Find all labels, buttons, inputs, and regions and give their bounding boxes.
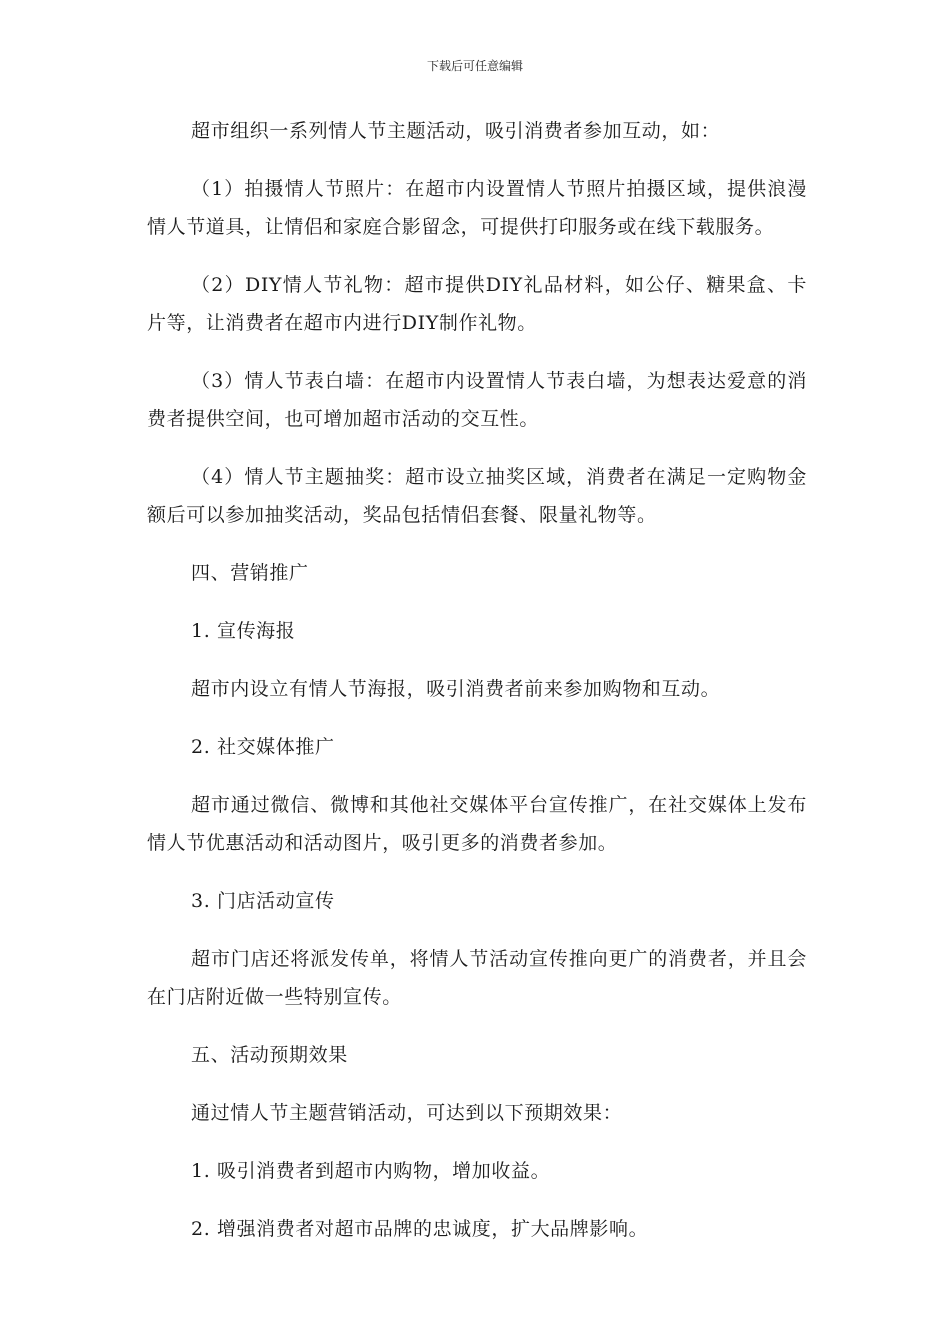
subheading-store-promo: 3. 门店活动宣传 bbox=[191, 890, 335, 912]
paragraph-activity-wall: （3）情人节表白墙：在超市内设置情人节表白墙，为想表达爱意的消费者提供空间，也可增加超市活动的交互性。 bbox=[147, 370, 807, 430]
subheading-poster: 1. 宣传海报 bbox=[191, 620, 296, 642]
paragraph-social-media: 超市通过微信、微博和其他社交媒体平台宣传推广，在社交媒体上发布情人节优惠活动和活动图片，吸引更多的消费者参加。 bbox=[147, 794, 807, 854]
paragraph-store-promo: 超市门店还将派发传单，将情人节活动宣传推向更广的消费者，并且会在门店附近做一些特别宣传。 bbox=[147, 948, 807, 1008]
subheading-social-media: 2. 社交媒体推广 bbox=[191, 736, 335, 758]
document-body bbox=[147, 112, 807, 1268]
page-header-note: 下载后可任意编辑 bbox=[426, 59, 523, 73]
paragraph-activity-photo: （1）拍摄情人节照片：在超市内设置情人节照片拍摄区域，提供浪漫情人节道具，让情侣和家庭合影留念，可提供打印服务或在线下载服务。 bbox=[147, 178, 807, 238]
paragraph-poster: 超市内设立有情人节海报，吸引消费者前来参加购物和互动。 bbox=[191, 678, 721, 700]
list-item-effect-1: 1. 吸引消费者到超市内购物，增加收益。 bbox=[191, 1160, 551, 1182]
paragraph-intro: 超市组织一系列情人节主题活动，吸引消费者参加互动，如： bbox=[191, 120, 721, 142]
section-heading-marketing: 四、营销推广 bbox=[191, 562, 309, 584]
paragraph-activity-diy: （2）DIY情人节礼物：超市提供DIY礼品材料，如公仔、糖果盒、卡片等，让消费者在超市内进行DIY制作礼物。 bbox=[147, 274, 807, 334]
paragraph-effects-intro: 通过情人节主题营销活动，可达到以下预期效果： bbox=[191, 1102, 623, 1124]
paragraph-activity-lottery: （4）情人节主题抽奖：超市设立抽奖区域，消费者在满足一定购物金额后可以参加抽奖活动，奖品包括情侣套餐、限量礼物等。 bbox=[147, 466, 807, 526]
section-heading-effects: 五、活动预期效果 bbox=[191, 1044, 348, 1066]
list-item-effect-2: 2. 增强消费者对超市品牌的忠诚度，扩大品牌影响。 bbox=[191, 1218, 649, 1240]
